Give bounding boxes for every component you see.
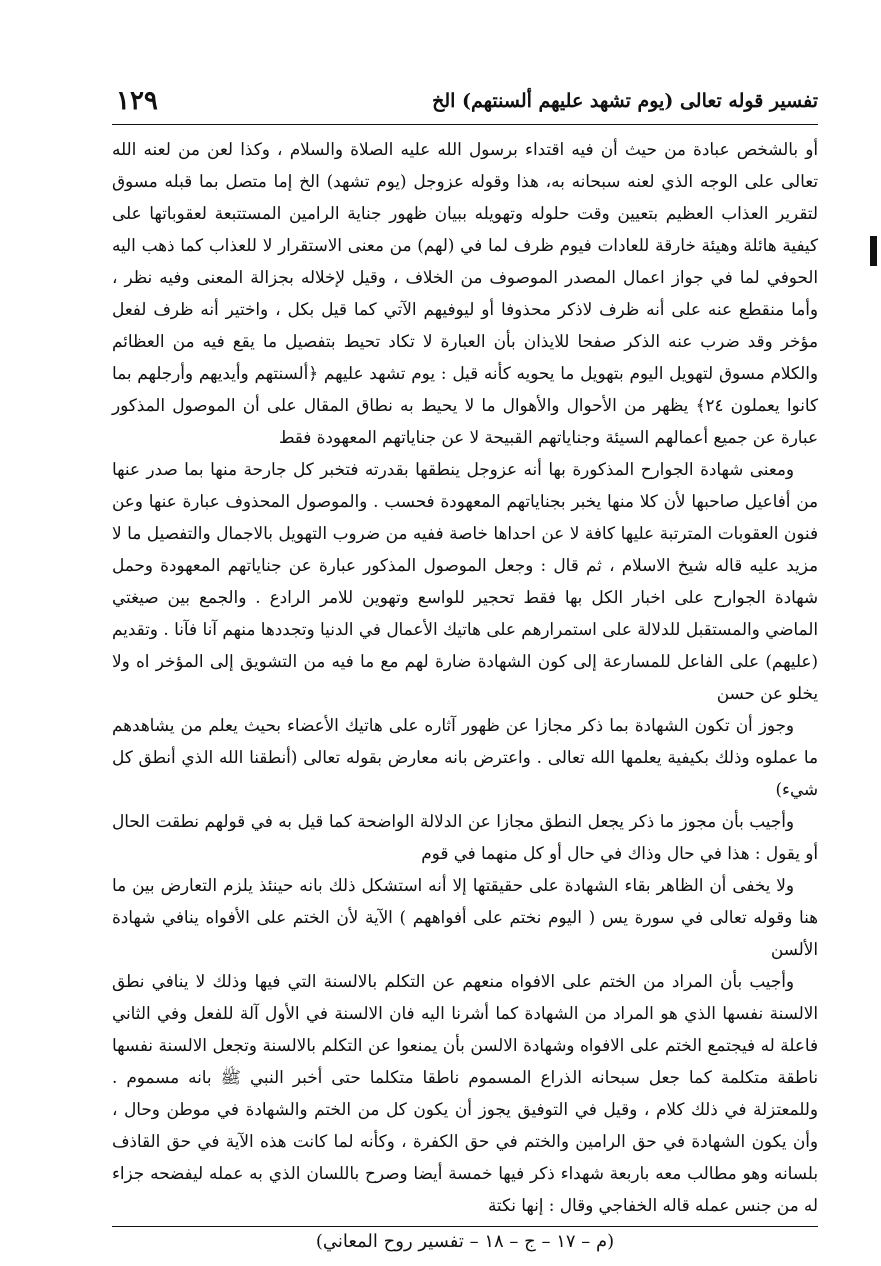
footer-rule — [112, 1226, 818, 1227]
margin-mark — [870, 236, 877, 266]
page-header — [112, 84, 818, 125]
paragraph: وجوز أن تكون الشهادة بما ذكر مجازا عن ظهور آثاره على هاتيك الأعضاء بحيث يعلم من يشاهدهم ما عملوه وذلك بكيفية يعلمها الله تعالى . واعترض بانه معارض بقوله تعالى (أنطقنا الله الذي أنطق كل شيء) — [112, 715, 818, 799]
running-title: تفسير قوله تعالى (يوم تشهد عليهم ألسنتهم) الخ — [432, 90, 818, 112]
paragraph: ومعنى شهادة الجوارح المذكورة بها أنه عزوجل ينطقها بقدرته فتخبر كل جارحة منها بما صدر عنها من أفاعيل صاحبها لأن كلا منها يخبر بجناياتهم المعهودة فحسب . والموصول المحذوف عبارة عنها وعن فنون العقوبات المترتبة عليها كافة لا عن احداها خاصة ففيه من ضروب التهويل بالاجمال والتفصيل ما لا مزيد عليه قاله شيخ الاسلام ، ثم قال : وجعل الموصول المذكور عبارة عن جناياتهم المعهودة وحمل شهادة الجوارح على اخبار الكل بها فقط تحجير للواسع وتهوين للامر الرادع . والجمع بين صيغتي الماضي والمستقبل للدلالة على استمرارهم على هاتيك الأعمال في الدنيا وتجددها منهم آنا فآنا . وتقديم (عليهم) على الفاعل للمسارعة إلى كون الشهادة ضارة لهم مع ما فيه من التشويق إلى المؤخر اه ولا يخلو عن حسن — [112, 459, 818, 703]
page-body — [112, 133, 818, 1221]
paragraph: وأجيب بأن المراد من الختم على الافواه منعهم عن التكلم بالالسنة التي فيها وذلك لا ينافي نطق الالسنة نفسها الذي هو المراد من الشهادة كما أشرنا اليه فان الالسنة في الأول آلة للفعل وفي الثاني فاعلة له فيجتمع الختم على الافواه وشهادة الالسن بأن يمنعوا عن التكلم بالالسنة وتجعل الالسنة نفسها ناطقة متكلمة كما جعل سبحانه الذراع المسموم ناطقا متكلما حتى أخبر النبي ﷺ بانه مسموم . وللمعتزلة في ذلك كلام ، وقيل في التوفيق يجوز أن يكون كل من الختم والشهادة في موطن وحال ، وأن يكون الشهادة في حق الرامين والختم في حق الكفرة ، وكأنه لما كانت هذه الآية في حق القاذف بلسانه وهو مطالب معه باربعة شهداء ذكر فيها خمسة أيضا وصرح باللسان الذي به عمله ليفضحه جزاء له من جنس عمله قاله الخفاجي وقال : إنها نكتة — [112, 971, 818, 1215]
paragraph: أو بالشخص عبادة من حيث أن فيه اقتداء برسول الله عليه الصلاة والسلام ، وكذا لعن من لعنه الله تعالى على الوجه الذي لعنه سبحانه به، هذا وقوله عزوجل (يوم تشهد) الخ إما متصل بما قبله مسوق لتقرير العذاب العظيم بتعيين وقت حلوله وتهويله ببيان ظهور جناية الرامين المستتبعة لعقوباتها على كيفية هائلة وهيئة خارقة للعادات فيوم ظرف لما في (لهم) من معنى الاستقرار لا للعذاب كما ذهب اليه الحوفي لما في جواز اعمال المصدر الموصوف من الخلاف ، وقيل لإخلاله بجزالة المعنى وفيه نظر ، وأما منقطع عنه على أنه ظرف لاذكر محذوفا أو ليوفيهم الآتي كما قيل بكل ، واختير أنه ظرف لفعل مؤخر وقد ضرب عنه الذكر صفحا للايذان بأن العبارة لا تكاد تحيط بتفصيل ما يقع فيه من العظائم والكلام مسوق لتهويل اليوم بتهويل ما يحويه كأنه قيل : يوم تشهد عليهم ﴿ألسنتهم وأيديهم وأرجلهم بما كانوا يعملون ٢٤﴾ يظهر من الأحوال والأهوال ما لا يحيط به نطاق المقال على أن الموصول المذكور عبارة عن جميع أعمالهم السيئة وجناياتهم القبيحة لا عن جناياتهم المعهودة فقط — [112, 139, 818, 447]
page-footer: (م – ١٧ – ج – ١٨ – تفسير روح المعاني) — [315, 1231, 615, 1252]
paragraph: ولا يخفى أن الظاهر بقاء الشهادة على حقيقتها إلا أنه استشكل ذلك بانه حينئذ يلزم التعارض بين ما هنا وقوله تعالى في سورة يس ( اليوم نختم على أفواههم ) الآية لأن الختم على الأفواه ينافي شهادة الألسن — [112, 875, 818, 959]
paragraph: وأجيب بأن مجوز ما ذكر يجعل النطق مجازا عن الدلالة الواضحة كما قيل به في قولهم نطقت الحال أو يقول : هذا في حال وذاك في حال أو كل منهما في قوم — [112, 811, 818, 863]
page-number: ١٢٩ — [116, 86, 158, 116]
book-page — [112, 84, 818, 1252]
